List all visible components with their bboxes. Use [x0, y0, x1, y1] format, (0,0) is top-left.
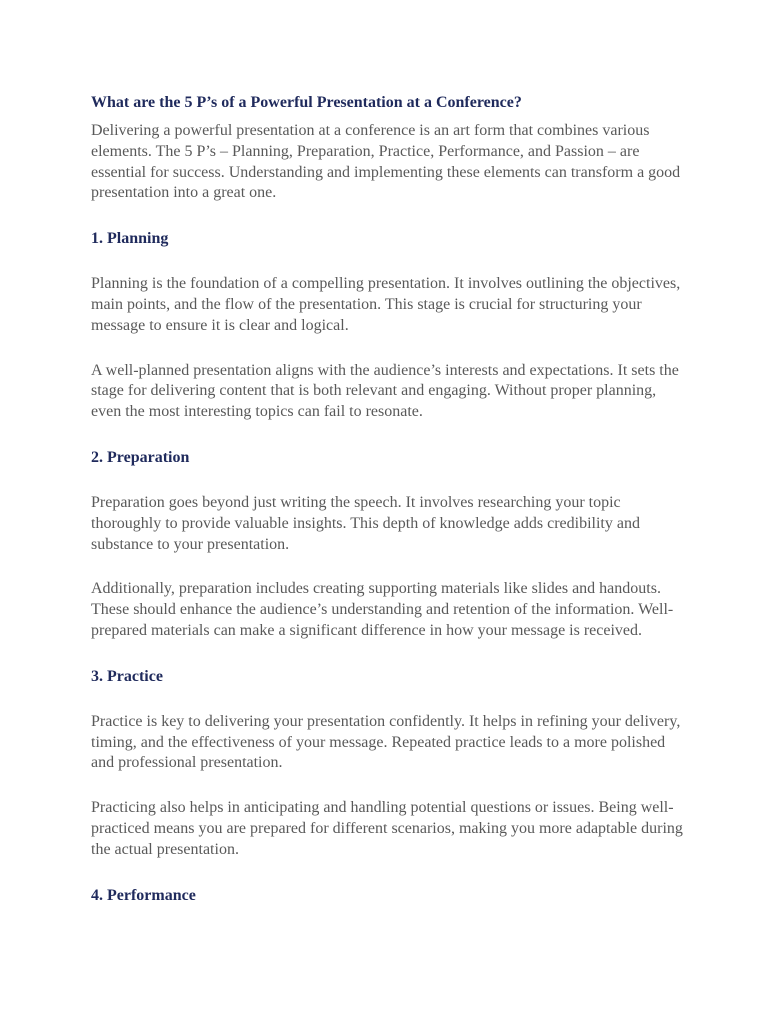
section-body [91, 712, 684, 861]
body-paragraph: Preparation goes beyond just writing the speech. It involves researching your topic thoroughly to provide valuable insights. This depth of knowledge adds credibility and substance to your presentation. [91, 493, 640, 553]
section-heading: 3. Practice [91, 667, 163, 685]
body-paragraph: Additionally, preparation includes creating supporting materials like slides and handouts. These should enhance the audience’s understanding and retention of the information. Well-prepared materials can make a significant difference in how your message is received. [91, 580, 674, 639]
section-body [91, 493, 684, 642]
section-heading: 2. Preparation [91, 448, 190, 466]
intro-paragraph: Delivering a powerful presentation at a conference is an art form that combines various elements. The 5 P’s – Planning, Preparation, Practice, Performance, and Passion – are essential for success. Understanding and implementing these elements can transform a good presentation into a great one. [91, 122, 681, 202]
body-paragraph: Practicing also helps in anticipating and handling potential questions or issues. Being well-practiced means you are prepared for different scenarios, making you more adaptable during the actual presentation. [91, 799, 683, 858]
section-preparation [91, 448, 684, 642]
section-planning [91, 229, 684, 423]
body-paragraph: Planning is the foundation of a compelling presentation. It involves outlining the objectives, main points, and the flow of the presentation. This stage is crucial for structuring your message to ensure it is clear and logical. [91, 275, 681, 334]
body-paragraph: A well-planned presentation aligns with the audience’s interests and expectations. It sets the stage for delivering content that is both relevant and engaging. Without proper planning, even the most interesting topics can fail to resonate. [91, 361, 679, 421]
section-body [91, 274, 684, 423]
section-heading: 4. Performance [91, 886, 196, 904]
section-heading: 1. Planning [91, 230, 169, 248]
document-title: What are the 5 P’s of a Powerful Presentation at a Conference? [91, 94, 522, 111]
section-practice [91, 667, 684, 861]
body-paragraph: Practice is key to delivering your presentation confidently. It helps in refining your delivery, timing, and the effectiveness of your message. Repeated practice leads to a more polished and professional presentation. [91, 712, 681, 772]
section-performance [91, 886, 684, 906]
